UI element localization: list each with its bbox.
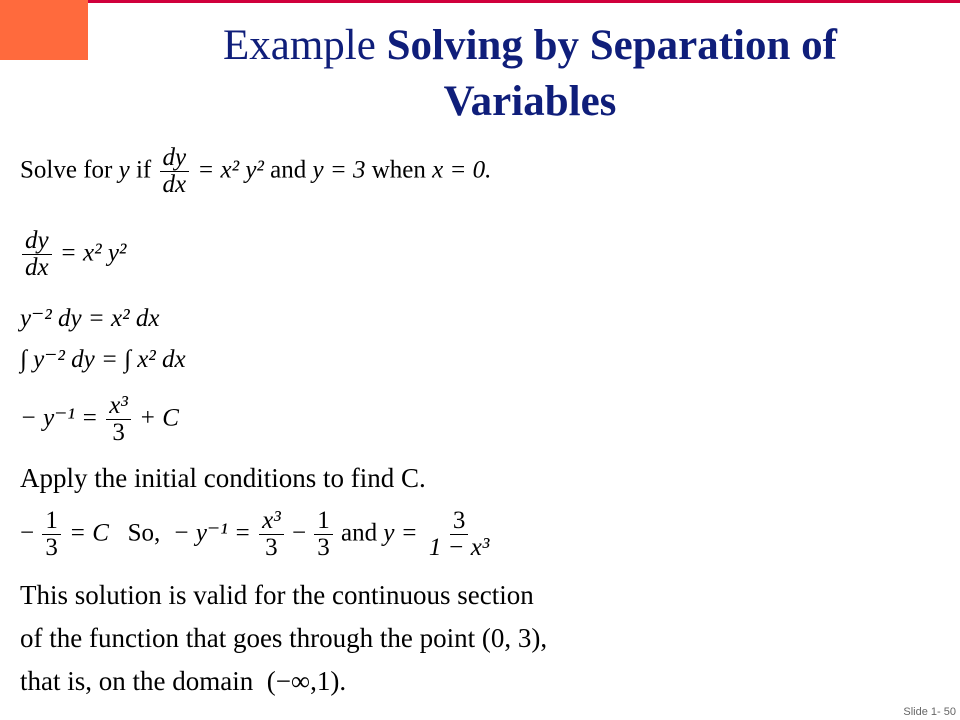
slide-number: Slide 1- 50	[903, 706, 956, 718]
problem-and: and	[270, 156, 307, 184]
step4-frac-num: x³	[106, 393, 131, 420]
result3-frac	[426, 508, 492, 562]
result1-minus: −	[20, 519, 35, 547]
problem-lead: Solve for	[20, 156, 113, 184]
step-2: y⁻² dy = x² dx	[20, 305, 160, 332]
problem-condition-x: x = 0.	[432, 156, 492, 184]
closing-line-3	[20, 666, 346, 697]
slide-title	[100, 18, 960, 130]
result1-frac-den: 3	[45, 534, 58, 562]
title-prefix: Example	[223, 22, 376, 69]
result3-frac-den: 1 − x³	[428, 534, 490, 562]
result2-frac2-den: 3	[317, 534, 330, 562]
problem-when: when	[371, 156, 426, 184]
problem-derivative	[160, 145, 190, 199]
result-and: and	[341, 519, 378, 547]
problem-condition: y = 3	[312, 156, 366, 184]
result2-lhs: − y⁻¹ =	[172, 519, 251, 547]
closing-line-1: This solution is valid for the continuous section	[20, 580, 534, 610]
problem-statement	[20, 145, 491, 199]
step-4	[20, 393, 179, 447]
title-bold-line1: Solving by Separation of	[386, 22, 837, 69]
result3-frac-num: 3	[450, 508, 469, 535]
result-so: So,	[127, 519, 161, 547]
closing-line3-text: that is, on the domain	[20, 666, 254, 696]
result3-lhs: y =	[383, 519, 418, 547]
step-1	[20, 228, 126, 282]
result2-frac1	[259, 508, 284, 562]
result1-rhs: = C	[69, 519, 109, 547]
apply-instruction: Apply the initial conditions to find C.	[20, 463, 426, 493]
result1-frac-num: 1	[42, 508, 61, 535]
step1-frac-num: dy	[22, 228, 52, 255]
result2-frac1-num: x³	[259, 508, 284, 535]
closing-line-2: of the function that goes through the point (0, 3),	[20, 623, 548, 653]
result2-frac2	[314, 508, 333, 562]
step4-lhs: − y⁻¹ =	[20, 404, 99, 432]
accent-block	[0, 0, 88, 60]
problem-frac-den: dx	[162, 171, 187, 199]
result2-frac2-num: 1	[314, 508, 333, 535]
step1-frac-den: dx	[25, 254, 49, 282]
step4-rhs: + C	[139, 404, 179, 432]
step4-frac-den: 3	[112, 419, 125, 447]
result1-frac	[42, 508, 61, 562]
step1-rhs: = x² y²	[59, 239, 127, 267]
domain-interval: (−∞,1).	[266, 666, 347, 696]
result2-minus: −	[291, 519, 307, 547]
result2-frac1-den: 3	[265, 534, 278, 562]
result-line	[20, 508, 494, 562]
step4-frac	[106, 393, 131, 447]
problem-rhs: = x² y²	[197, 156, 264, 184]
top-rule	[88, 0, 960, 3]
problem-if: if	[135, 156, 152, 184]
problem-frac-num: dy	[160, 145, 190, 172]
step1-derivative	[22, 228, 52, 282]
title-bold-line2: Variables	[443, 78, 617, 125]
problem-var: y	[118, 156, 130, 184]
step-3: ∫ y⁻² dy = ∫ x² dx	[20, 346, 186, 373]
